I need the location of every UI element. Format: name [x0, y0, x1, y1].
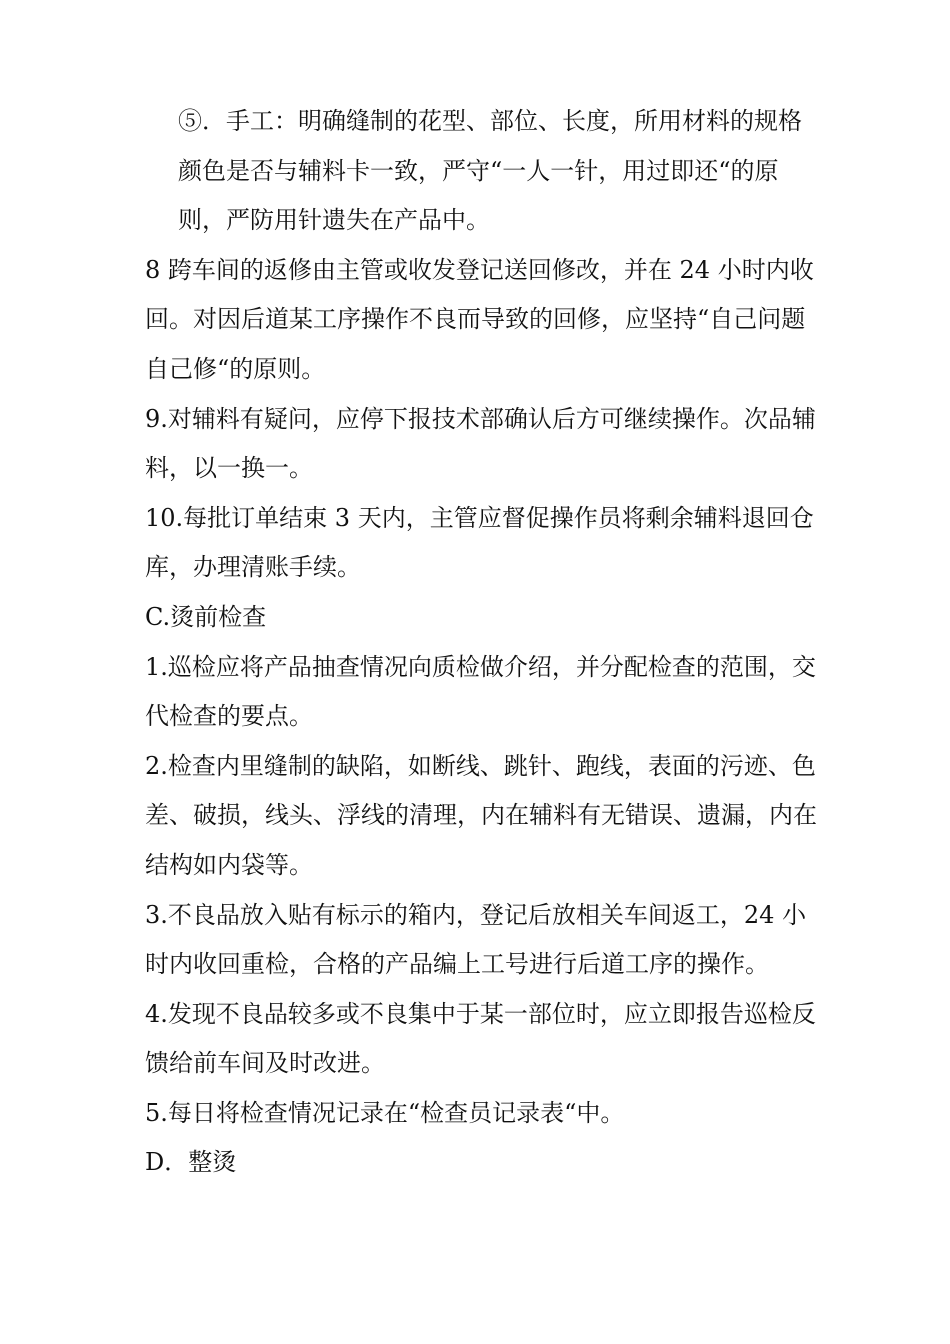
paragraph-c-item-1: 1.巡检应将产品抽查情况向质检做介绍，并分配检查的范围，交代检查的要点。	[145, 652, 816, 731]
paragraph-c-item-5: 5.每日将检查情况记录在“检查员记录表“中。	[145, 1098, 625, 1127]
paragraph-c-item-4: 4.发现不良品较多或不良集中于某一部位时，应立即报告巡检反馈给前车间及时改进。	[145, 999, 816, 1078]
paragraph-item-8: 8 跨车间的返修由主管或收发登记送回修改，并在 24 小时内收回。对因后道某工序操作不良而导致的回修，应坚持“自己问题自己修“的原则。	[145, 255, 814, 383]
paragraph-c-item-2: 2.检查内里缝制的缺陷，如断线、跳针、跑线，表面的污迹、色差、破损，线头、浮线的清理，内在辅料有无错误、遗漏，内在结构如内袋等。	[145, 751, 817, 879]
paragraph-item-10: 10.每批订单结束 3 天内，主管应督促操作员将剩余辅料退回仓库，办理清账手续。	[145, 503, 814, 582]
paragraph-handwork-rule: ⑤．手工：明确缝制的花型、部位、长度，所用材料的规格颜色是否与辅料卡一致，严守“一人一针，用过即还“的原则，严防用针遗失在产品中。	[178, 107, 802, 235]
paragraph-item-9: 9.对辅料有疑问，应停下报技术部确认后方可继续操作。次品辅料，以一换一。	[145, 404, 816, 483]
document-body	[145, 97, 825, 1188]
section-heading-d: D．整烫	[145, 1148, 237, 1177]
paragraph-c-item-3: 3.不良品放入贴有标示的箱内，登记后放相关车间返工，24 小时内收回重检，合格的产品编上工号进行后道工序的操作。	[145, 900, 807, 979]
section-heading-c: C.烫前检查	[145, 602, 267, 631]
